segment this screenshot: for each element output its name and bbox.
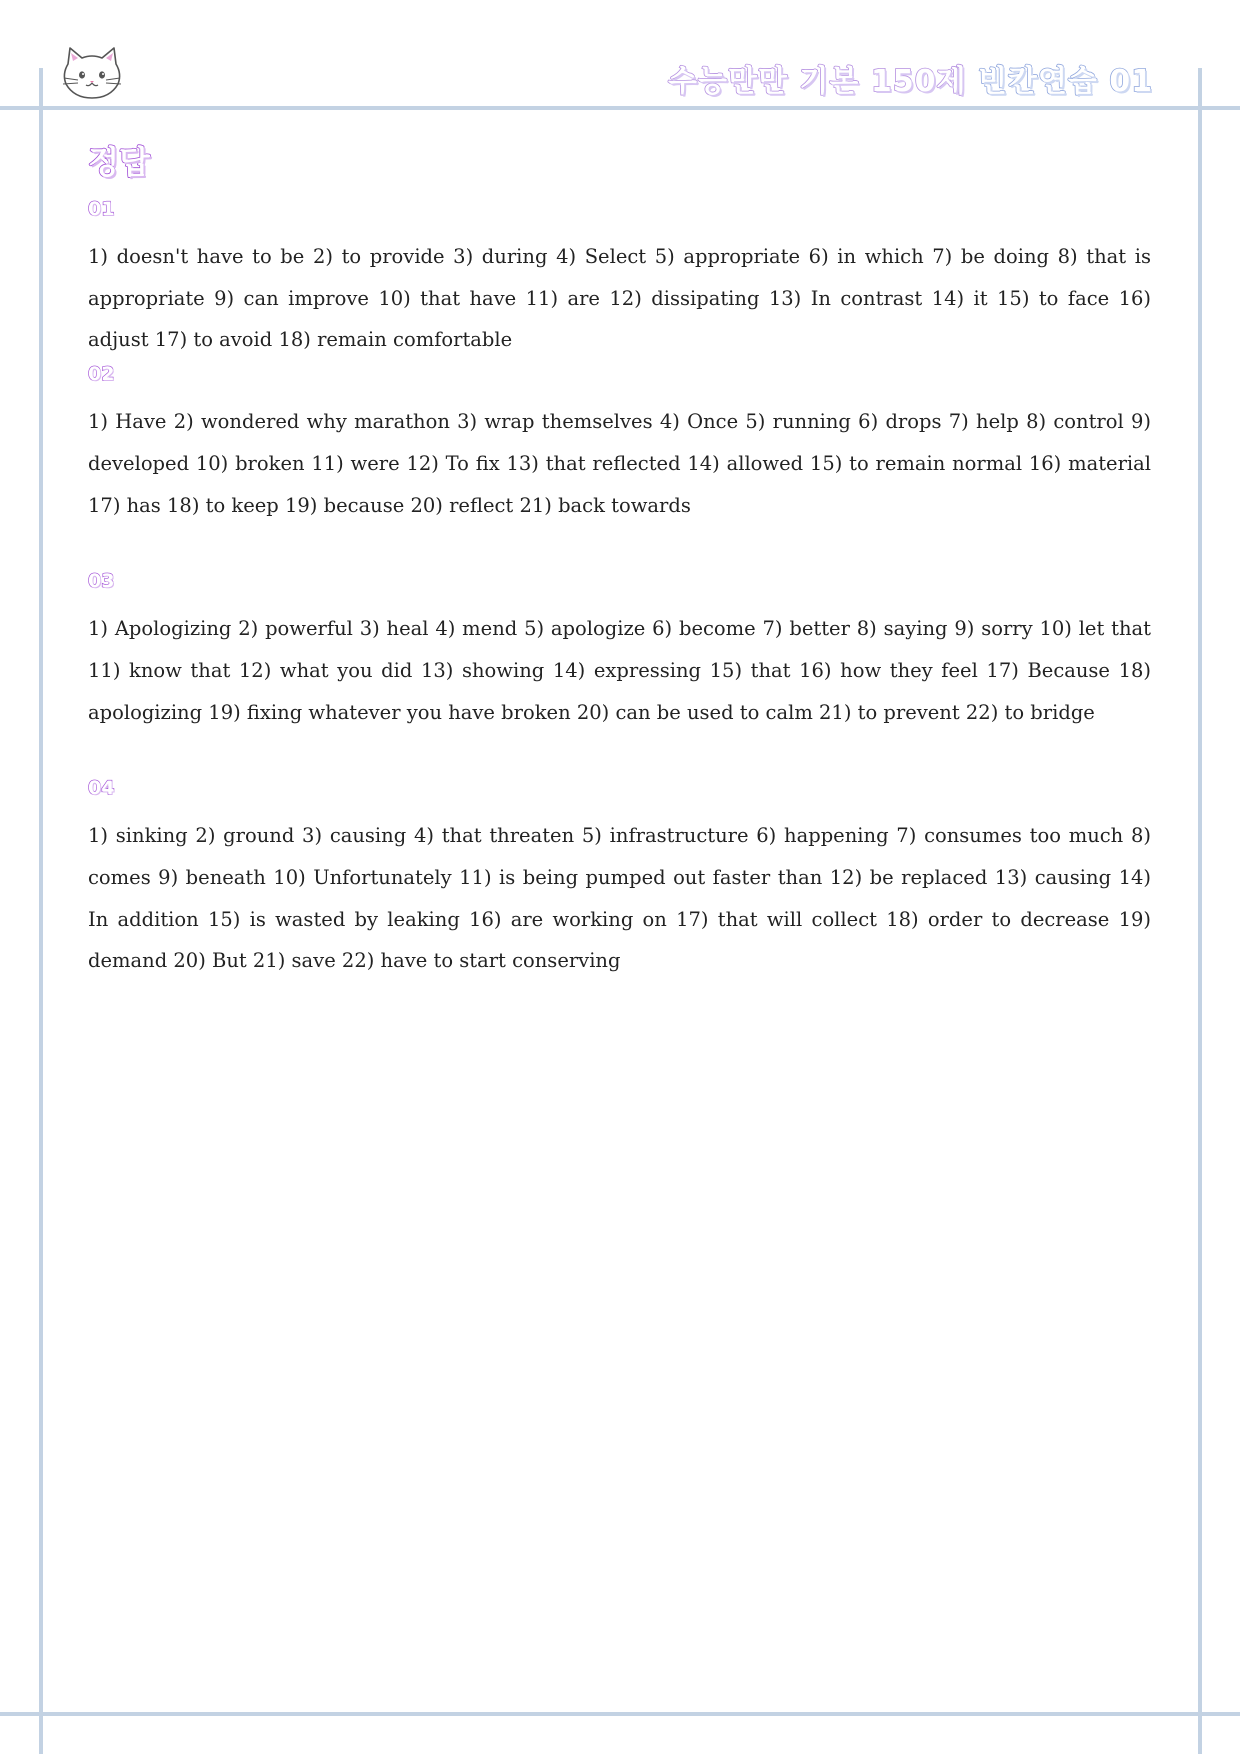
- frame-bottom-line: [0, 1712, 1240, 1716]
- section-label: 04: [88, 777, 115, 800]
- answer-section-02: [88, 361, 1151, 526]
- header-title-main: 수능만만 기본 150제: [668, 64, 978, 99]
- section-body: 1) sinking 2) ground 3) causing 4) that threaten 5) infrastructure 6) happening 7) consumes too much 8) comes 9) beneath 10) Unfortunately 11) is being pumped out faster than 12) be replaced 13) causing 14) In addition 15) is wasted by leaking 16) are working on 17) that will collect 18) order to decrease 19) demand 20) But 21) save 22) have to start conserving: [88, 824, 1151, 973]
- frame-right-line: [1198, 68, 1202, 1754]
- answer-section-01: [88, 196, 1151, 361]
- frame-left-line: [39, 68, 43, 1754]
- answer-section-03: [88, 568, 1151, 733]
- answer-section-04: [88, 775, 1151, 982]
- answer-heading: 정답: [88, 143, 150, 181]
- section-label: 02: [88, 363, 115, 386]
- cat-face-icon: [60, 44, 124, 102]
- header-title: [668, 56, 1153, 100]
- header-title-accent: 빈칸연습 01: [977, 64, 1153, 99]
- section-label: 03: [88, 570, 115, 593]
- section-body: 1) doesn't have to be 2) to provide 3) during 4) Select 5) appropriate 6) in which 7) be doing 8) that is appropriate 9) can improve 10) that have 11) are 12) dissipating 13) In contrast 14) it 15) to face 16) adjust 17) to avoid 18) remain comfortable: [88, 245, 1151, 352]
- section-body: 1) Have 2) wondered why marathon 3) wrap themselves 4) Once 5) running 6) drops 7) help 8) control 9) developed 10) broken 11) were 12) To fix 13) that reflected 14) allowed 15) to remain normal 16) material 17) has 18) to keep 19) because 20) reflect 21) back towards: [88, 410, 1151, 517]
- frame-top-line: [0, 106, 1240, 110]
- section-label: 01: [88, 198, 115, 220]
- answer-content: [88, 140, 1151, 982]
- section-body: 1) Apologizing 2) powerful 3) heal 4) mend 5) apologize 6) become 7) better 8) saying 9) sorry 10) let that 11) know that 12) what you did 13) showing 14) expressing 15) that 16) how they feel 17) Because 18) apologizing 19) fixing whatever you have broken 20) can be used to calm 21) to prevent 22) to bridge: [88, 617, 1151, 724]
